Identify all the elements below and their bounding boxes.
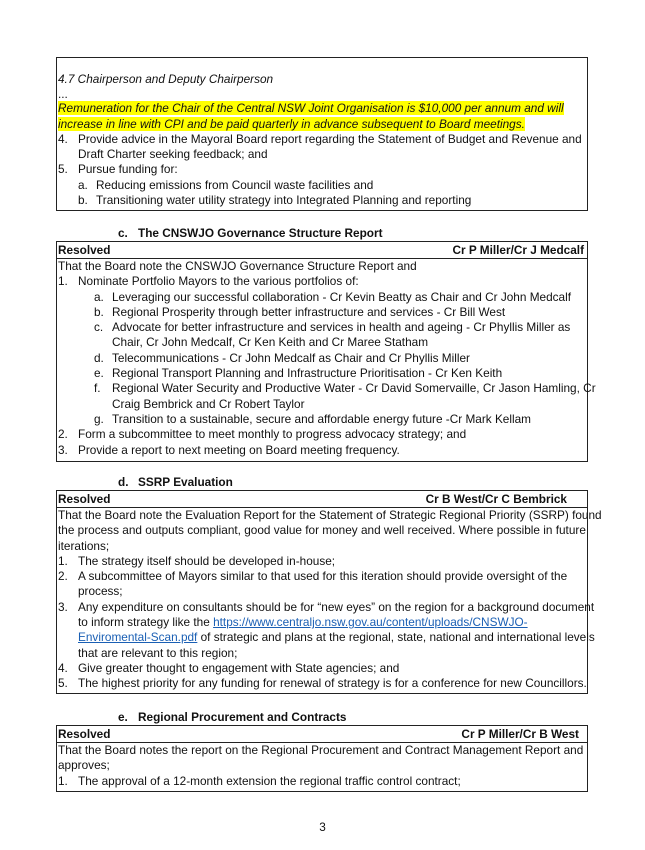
remuneration-text-line1: Remuneration for the Chair of the Central NSW Joint Organisation is $10,000 per annum and will [58,101,564,116]
section-letter: e. [118,710,128,724]
resolved-row [57,726,587,743]
section-heading-text: The CNSWJO Governance Structure Report [138,226,383,240]
list-item-continuation: Draft Charter seeking feedback; and [78,147,268,162]
list-item [58,661,587,676]
page-number: 3 [319,820,326,834]
sub-list-text: Regional Prosperity through better infrastructure and services - Cr Bill West [112,304,506,319]
sub-list-item [58,412,587,427]
sub-list-text: Regional Transport Planning and Infrastructure Prioritisation - Cr Ken Keith [112,366,503,381]
sub-list-label: b. [94,304,104,319]
section-heading-ssrp [118,475,233,490]
movers-label: Cr P Miller/Cr J Medcalf [452,243,584,257]
sub-list-label: f. [94,381,101,396]
list-item-continuation [58,630,595,645]
list-item-continuation [58,615,587,630]
list-item-text: Nominate Portfolio Mayors to the various portfolios of: [78,274,359,289]
sub-list-label: d. [94,350,104,365]
section-title: 4.7 Chairperson and Deputy Chairperson [58,72,274,86]
list-item [58,569,587,584]
list-item-text: Give greater thought to engagement with State agencies; and [78,660,400,675]
section-heading-text: Regional Procurement and Contracts [138,710,347,724]
environmental-scan-link[interactable]: https://www.centraljo.nsw.gov.au/content/uploads/CNSWJO- [213,615,528,630]
sub-list-text: Regional Water Security and Productive Water - Cr David Somervaille, Cr Jason Hamling, Cr [112,381,596,396]
list-item-text: Form a subcommittee to meet monthly to progress advocacy strategy; and [78,427,467,442]
list-item-text: A subcommittee of Mayors similar to that used for this iteration should provide oversight of the [78,569,568,584]
list-number: 5. [58,162,68,177]
list-item [58,427,587,442]
sub-list-text: Leveraging our successful collaboration - Cr Kevin Beatty as Chair and Cr John Medcalf [112,289,571,304]
list-item [58,774,587,789]
resolved-row [57,491,587,508]
list-item [58,443,587,458]
sub-list-text: Craig Bembrick and Cr Robert Taylor [112,396,305,411]
resolution-intro: That the Board note the CNSWJO Governance Structure Report and [58,259,417,273]
list-number: 1. [58,553,68,568]
sub-list-label: a. [78,177,88,192]
list-number: 3. [58,442,68,457]
list-number: 1. [58,773,68,788]
sub-list-label: c. [94,320,104,335]
list-number: 1. [58,274,68,289]
resolution-intro-line: the process and outputs compliant, good value for money and well received. Where possible in future [58,523,586,538]
sub-list-label: a. [94,289,104,304]
chairperson-section-box [56,57,588,211]
remuneration-text-line2: increase in line with CPI and be paid quarterly in advance subsequent to Board meetings. [58,116,525,131]
procurement-resolution-box [56,725,588,792]
list-number: 4. [58,131,68,146]
sub-list-text: Chair, Cr John Medcalf, Cr Ken Keith and Cr Maree Statham [112,335,429,350]
resolution-intro-line: iterations; [58,538,110,553]
sub-list-item [58,193,587,208]
resolution-body [57,508,602,692]
resolved-row [57,242,587,259]
list-item [58,599,595,615]
sub-list-text: Telecommunications - Cr John Medcalf as Chair and Cr Phyllis Miller [112,350,470,365]
list-item-text: The highest priority for any funding for renewal of strategy is for a conference for new Councillors. [78,676,587,691]
movers-label: Cr P Miller/Cr B West [461,727,579,741]
list-number: 5. [58,676,68,691]
sub-list-label: e. [94,366,104,381]
list-number: 3. [58,599,68,614]
list-item [58,274,587,289]
list-item-continuation: process; [78,584,123,599]
list-item-text: Provide advice in the Mayoral Board report regarding the Statement of Budget and Revenue and [78,131,582,146]
sub-list-item [58,178,587,193]
sub-list-item [58,381,596,396]
list-item-text: The approval of a 12-month extension the regional traffic control contract; [78,773,461,788]
resolution-intro-line: That the Board notes the report on the Regional Procurement and Contract Management Report and [58,743,584,757]
list-item [58,162,587,177]
list-item-text: to inform strategy like the [78,615,214,630]
list-item-text: Any expenditure on consultants should be for “new eyes” on the region for a background document [78,599,595,614]
environmental-scan-link-cont[interactable]: Enviromental-Scan.pdf [78,630,198,645]
list-number: 2. [58,569,68,584]
sub-list-item-continuation [58,397,587,412]
list-item-text: Provide a report to next meeting on Board meeting frequency. [78,442,400,457]
sub-list-label: g. [94,411,104,426]
resolved-label: Resolved [58,243,111,257]
sub-list-item [58,305,587,320]
list-item-text: Pursue funding for: [78,162,178,177]
section-heading-text: SSRP Evaluation [138,475,233,489]
resolved-label: Resolved [58,492,111,506]
sub-list-text: Transitioning water utility strategy into Integrated Planning and reporting [96,193,472,208]
list-item-text: The strategy itself should be developed in-house; [78,553,336,568]
sub-list-item-continuation [58,335,587,350]
list-item-text: of strategic and plans at the regional, state, national and international levels [197,630,595,645]
list-item [58,554,587,569]
governance-resolution-box [56,241,596,462]
list-item [58,676,587,691]
section-heading-governance [118,226,383,241]
list-number: 2. [58,427,68,442]
movers-label: Cr B West/Cr C Bembrick [425,492,567,506]
section-letter: c. [118,226,128,240]
section-letter: d. [118,475,129,489]
sub-list-item [58,366,587,381]
sub-list-text: Advocate for better infrastructure and services in health and ageing - Cr Phyllis Miller as [112,320,571,335]
resolution-body [57,743,587,789]
ellipsis: ... [58,87,68,102]
resolution-body [57,259,596,458]
sub-list-text: Transition to a sustainable, secure and affordable energy future -Cr Mark Kellam [112,411,532,426]
sub-list-label: b. [78,193,88,208]
list-item-continuation: that are relevant to this region; [78,645,238,660]
sub-list-item [58,290,587,305]
list-number: 4. [58,660,68,675]
sub-list-item [58,320,587,335]
section-heading-procurement [118,710,346,725]
resolved-label: Resolved [58,727,111,741]
sub-list-item [58,351,587,366]
sub-list-text: Reducing emissions from Council waste facilities and [96,177,374,192]
ssrp-resolution-box [56,490,602,694]
list-item [58,132,587,147]
resolution-intro-line: approves; [58,758,110,773]
resolution-intro-line: That the Board note the Evaluation Report for the Statement of Strategic Regional Priority (SSRP) found [58,508,602,522]
